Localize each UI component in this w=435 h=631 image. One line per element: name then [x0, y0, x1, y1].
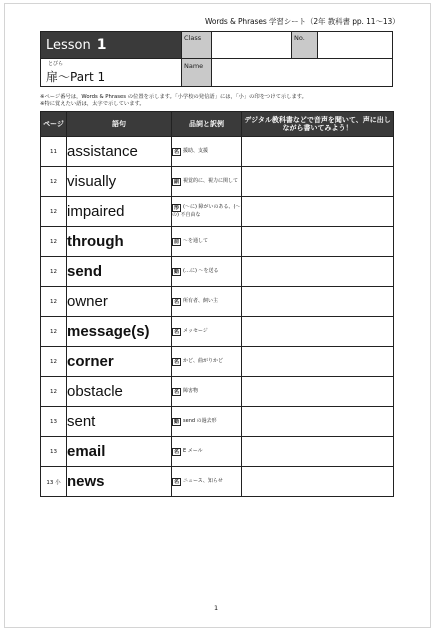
part-of-speech-badge: 名: [174, 388, 180, 395]
notes: [40, 94, 307, 108]
note-line: ※ページ番号は，Words & Phrases の位置を示します。「小学校の発信語」には，「小」の印をつけて示します。: [40, 94, 307, 100]
row-word: through: [67, 227, 172, 257]
row-meaning-cell: [172, 407, 242, 437]
row-meaning-cell: [172, 467, 242, 497]
table-row: [41, 137, 394, 167]
part-of-speech-badge: 名: [174, 358, 180, 365]
name-label: Name: [184, 62, 204, 70]
row-meaning-cell: [172, 167, 242, 197]
part-of-speech-badge: 名: [174, 298, 180, 305]
page-number: 1: [214, 604, 219, 612]
topic-ruby: とびら: [48, 61, 64, 67]
table-row: [41, 257, 394, 287]
part-of-speech-badge: 動: [174, 418, 180, 425]
row-word: send: [67, 257, 172, 287]
part-of-speech-badge: 副: [174, 178, 180, 185]
row-page: 11: [41, 137, 67, 167]
topic-title: 扉〜Part 1: [46, 70, 106, 84]
row-meaning-cell: [172, 437, 242, 467]
practice-writing-cell[interactable]: [242, 137, 394, 167]
table-row: [41, 167, 394, 197]
practice-writing-cell[interactable]: [242, 467, 394, 497]
row-meaning: メッセージ: [183, 327, 208, 334]
row-page: 12: [41, 257, 67, 287]
name-label-cell: [181, 58, 211, 86]
table-row: [41, 467, 394, 497]
row-word: impaired: [67, 197, 172, 227]
part-of-speech-badge: 動: [174, 268, 180, 275]
no-field[interactable]: [317, 32, 392, 58]
part-of-speech-badge: 形: [174, 205, 180, 212]
practice-writing-cell[interactable]: [242, 317, 394, 347]
row-meaning-cell: [172, 317, 242, 347]
row-page: 12: [41, 227, 67, 257]
row-meaning: send の過去形: [183, 417, 217, 424]
row-meaning: 所有者、飼い主: [183, 297, 219, 304]
row-word: message(s): [67, 317, 172, 347]
header-page: ページ: [41, 112, 67, 137]
practice-writing-cell[interactable]: [242, 377, 394, 407]
row-page: 13: [41, 437, 67, 467]
row-meaning-cell: [172, 137, 242, 167]
vocab-table: [40, 111, 394, 497]
row-word: news: [67, 467, 172, 497]
row-word: assistance: [67, 137, 172, 167]
row-page: 12: [41, 197, 67, 227]
row-page: 12: [41, 317, 67, 347]
no-label-cell: [291, 32, 317, 58]
row-meaning: かど、曲がりかど: [183, 357, 224, 364]
row-meaning: 視覚的に、視力に関して: [183, 177, 239, 184]
row-page: 12: [41, 167, 67, 197]
practice-writing-cell[interactable]: [242, 347, 394, 377]
row-meaning-cell: [172, 287, 242, 317]
lesson-box: [41, 32, 181, 58]
table-row: [41, 287, 394, 317]
note-line: ※特に覚えたい語は，太字で示しています。: [40, 101, 145, 108]
row-meaning-cell: [172, 257, 242, 287]
row-word: sent: [67, 407, 172, 437]
row-meaning-cell: [172, 347, 242, 377]
topic-box: [41, 58, 181, 86]
row-word: owner: [67, 287, 172, 317]
sheet-title: Words & Phrases 学習シート（2年 教科書 pp. 11〜13）: [205, 17, 400, 26]
table-row: [41, 227, 394, 257]
table-row: [41, 437, 394, 467]
row-meaning: ～を通して: [183, 237, 209, 244]
table-row: [41, 377, 394, 407]
row-meaning-cell: [172, 377, 242, 407]
row-meaning: 障害物: [183, 387, 199, 394]
table-row: [41, 197, 394, 227]
practice-writing-cell[interactable]: [242, 227, 394, 257]
name-field[interactable]: [211, 58, 392, 86]
practice-writing-cell[interactable]: [242, 437, 394, 467]
part-of-speech-badge: 名: [174, 148, 180, 155]
row-meaning-cell: [172, 227, 242, 257]
practice-writing-cell[interactable]: [242, 167, 394, 197]
row-word: email: [67, 437, 172, 467]
lesson-label: Lesson: [46, 37, 91, 53]
row-word: corner: [67, 347, 172, 377]
practice-writing-cell[interactable]: [242, 287, 394, 317]
row-page: 12: [41, 377, 67, 407]
row-meaning: E メール: [183, 447, 203, 454]
row-meaning: (…に) ～を送る: [183, 267, 219, 274]
row-meaning-cell: [172, 197, 242, 227]
table-header-row: [41, 112, 394, 137]
row-meaning: ニュース、知らせ: [183, 477, 223, 484]
part-of-speech-badge: 名: [174, 328, 180, 335]
part-of-speech-badge: 前: [174, 238, 180, 245]
practice-writing-cell[interactable]: [242, 197, 394, 227]
lesson-number: 1: [96, 37, 107, 53]
part-of-speech-badge: 名: [174, 478, 180, 485]
row-meaning: 援助、支援: [183, 147, 209, 154]
class-label-cell: [181, 32, 211, 58]
table-row: [41, 347, 394, 377]
row-page: 12: [41, 347, 67, 377]
row-page: 13 小: [41, 467, 67, 497]
part-of-speech-badge: 名: [174, 448, 180, 455]
row-meaning: (～に) 障がいのある、(～の) 不自由な: [172, 204, 241, 219]
lesson-header: [40, 31, 393, 87]
row-page: 12: [41, 287, 67, 317]
row-word: visually: [67, 167, 172, 197]
row-word: obstacle: [67, 377, 172, 407]
header-word: 語句: [67, 112, 172, 137]
practice-writing-cell[interactable]: [242, 257, 394, 287]
class-label: Class: [184, 34, 202, 42]
class-field[interactable]: [211, 32, 291, 58]
table-row: [41, 407, 394, 437]
no-label: No.: [294, 34, 305, 42]
header-meaning: 品詞と訳例: [172, 112, 242, 137]
row-page: 13: [41, 407, 67, 437]
practice-writing-cell[interactable]: [242, 407, 394, 437]
table-row: [41, 317, 394, 347]
header-practice: デジタル教科書などで音声を聞いて、声に出しながら書いてみよう！: [242, 112, 394, 137]
